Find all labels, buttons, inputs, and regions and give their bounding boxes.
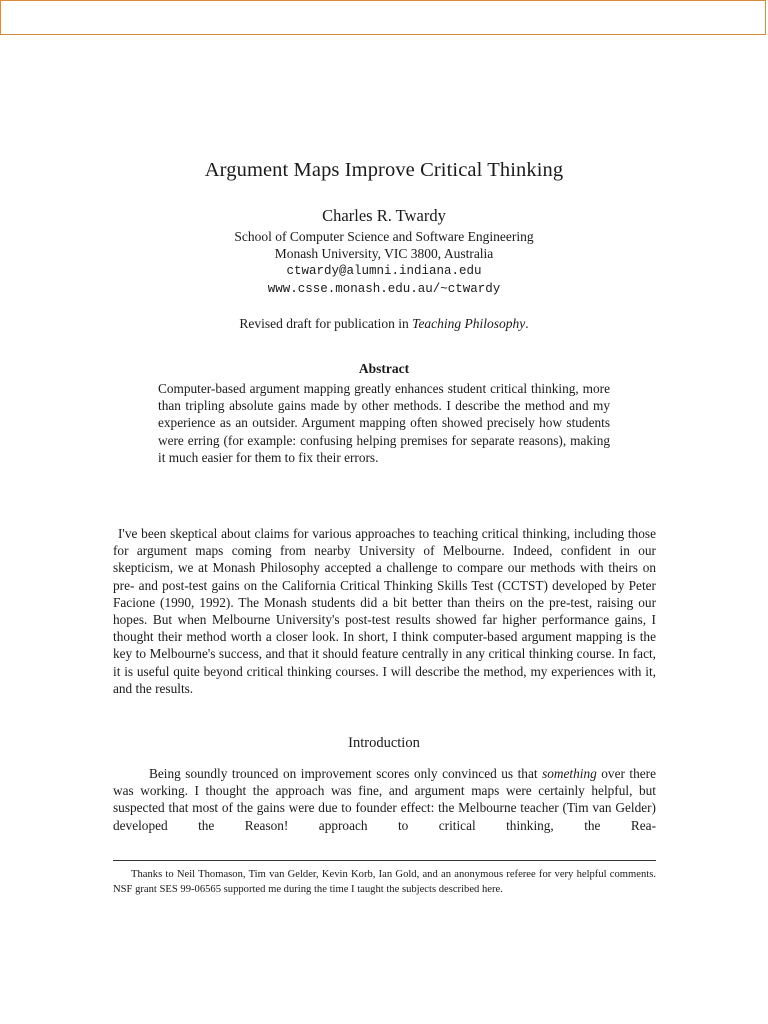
draft-note-prefix: Revised draft for publication in bbox=[239, 316, 413, 331]
paper-title: Argument Maps Improve Critical Thinking bbox=[204, 159, 564, 181]
abstract-heading: Abstract bbox=[358, 361, 410, 376]
introduction-paragraph-emphasis: something bbox=[542, 766, 597, 781]
introduction-paragraph-start: Being soundly trounced on improvement scores only convinced us that bbox=[149, 766, 543, 781]
author-affiliation-department: School of Computer Science and Software Engineering bbox=[234, 229, 534, 244]
footnote-text: Thanks to Neil Thomason, Tim van Gelder, Kevin Korb, Ian Gold, and an anonymous referee for very helpful comments. NSF grant SES 99-06565 supported me during the time I taught the subjects described here. bbox=[113, 869, 656, 895]
author-website: www.csse.monash.edu.au/~ctwardy bbox=[267, 282, 501, 296]
footnote-divider bbox=[113, 860, 656, 861]
author-affiliation-university: Monash University, VIC 3800, Australia bbox=[274, 246, 494, 261]
page-top-frame bbox=[0, 0, 766, 35]
draft-note bbox=[0, 315, 768, 333]
abstract-text: Computer-based argument mapping greatly enhances student critical thinking, more than tripling absolute gains made by other methods. I describe the method and my experience as an outsider. Argument mapping often showed precisely how students were erring (for example: confusing helping premises for separate reasons), making it much easier for them to fix their errors. bbox=[158, 381, 610, 465]
introduction-paragraph bbox=[113, 765, 656, 834]
draft-note-suffix: . bbox=[525, 316, 529, 331]
draft-note-journal: Teaching Philosophy bbox=[412, 316, 526, 331]
intro-paragraph: I've been skeptical about claims for various approaches to teaching critical thinking, including those for argument maps coming from nearby University of Melbourne. Indeed, confident in our skepticism, we at Monash Philosophy accepted a challenge to compare our methods with theirs on pre- and post-test gains on the California Critical Thinking Skills Test (CCTST) developed by Peter Facione (1990, 1992). The Monash students did a bit better than theirs on the pre-test, raising our hopes. But when Melbourne University's post-test results showed far higher performance gains, I thought their method worth a closer look. In short, I think computer-based argument mapping is the key to Melbourne's success, and that it should feature centrally in any critical thinking course. In fact, it is useful quite beyond critical thinking courses. I will describe the method, my experiences with it, and the results. bbox=[113, 526, 656, 696]
section-heading-introduction: Introduction bbox=[348, 735, 420, 751]
author-name: Charles R. Twardy bbox=[322, 206, 446, 225]
introduction-paragraph-rest: over there was working. I thought the approach was fine, and argument maps were certainly helpful, but suspected that most of the gains were due to founder effect: the Melbourne teacher (Tim van Gelder) developed the Reason! approach to critical thinking, the Rea- bbox=[113, 766, 656, 833]
author-email: ctwardy@alumni.indiana.edu bbox=[286, 264, 482, 278]
